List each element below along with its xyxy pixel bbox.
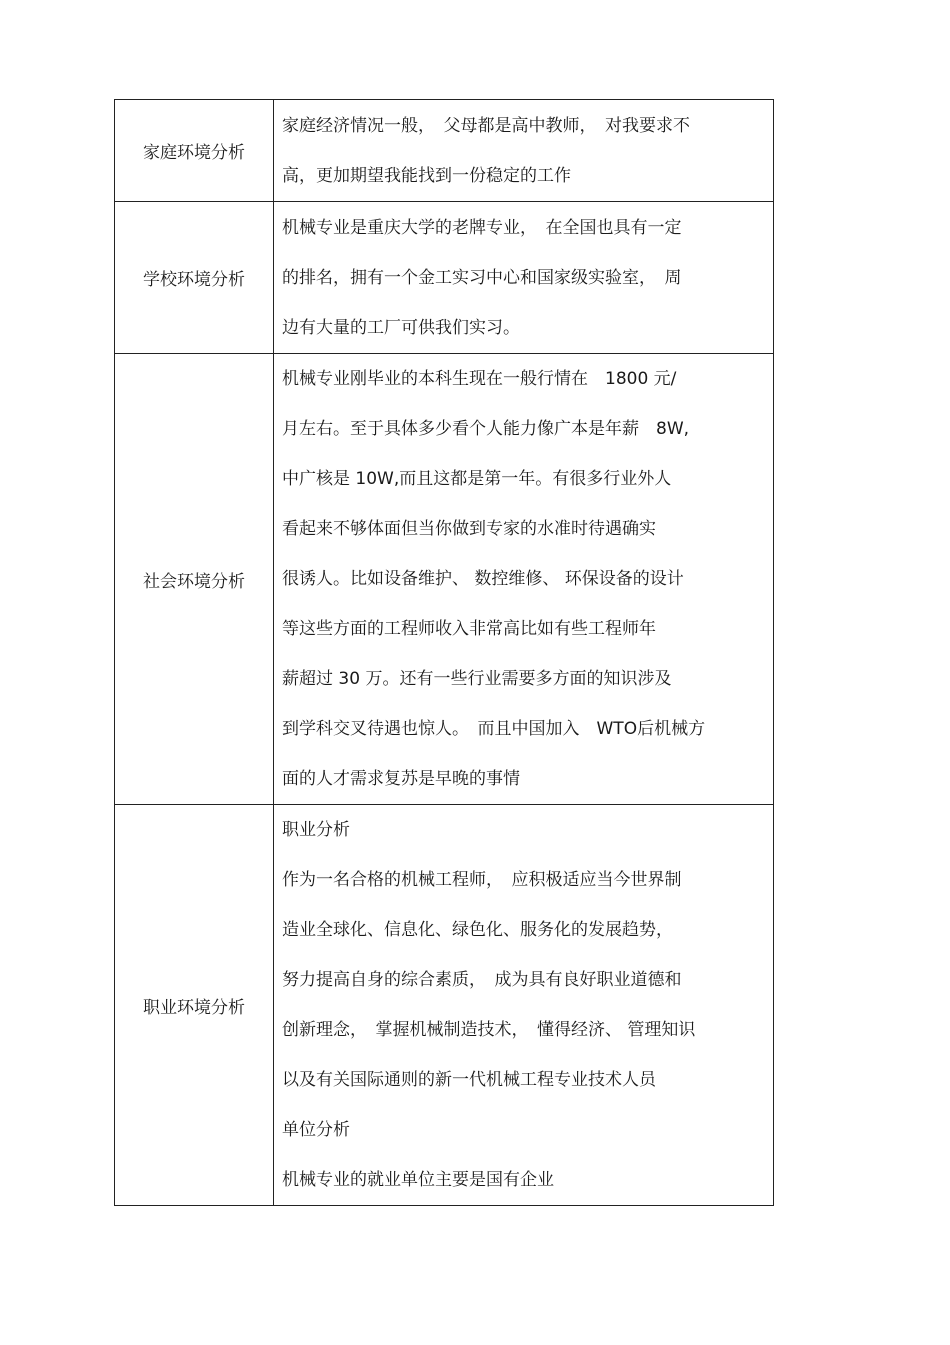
table-row-career — [115, 805, 774, 1206]
row-content — [274, 354, 774, 805]
subheading-employer: 单位分析 — [282, 1120, 350, 1140]
content-line: 努力提高自身的综合素质， 成为具有良好职业道德和 — [282, 970, 682, 990]
content-line: 作为一名合格的机械工程师， 应积极适应当今世界制 — [282, 870, 682, 890]
table-row-school — [115, 202, 774, 354]
row-label: 社会环境分析 — [115, 354, 274, 805]
row-content — [274, 805, 774, 1206]
content-line: 机械专业的就业单位主要是国有企业 — [282, 1170, 554, 1190]
content-line: 创新理念， 掌握机械制造技术， 懂得经济、 管理知识 — [282, 1020, 696, 1040]
content-line: 边有大量的工厂可供我们实习。 — [282, 317, 520, 338]
row-label: 家庭环境分析 — [115, 100, 274, 202]
content-line: 机械专业刚毕业的本科生现在一般行情在 1800 元/ — [282, 369, 677, 389]
content-line: 到学科交叉待遇也惊人。 而且中国加入 WTO后机械方 — [282, 719, 706, 739]
content-line: 以及有关国际通则的新一代机械工程专业技术人员 — [282, 1070, 656, 1090]
content-line: 家庭经济情况一般， 父母都是高中教师， 对我要求不 — [282, 115, 690, 136]
row-label: 学校环境分析 — [115, 202, 274, 354]
content-line: 月左右。至于具体多少看个人能力像广本是年薪 8W, — [282, 419, 690, 439]
content-line: 薪超过 30 万。还有一些行业需要多方面的知识涉及 — [282, 669, 672, 689]
content-line: 的排名，拥有一个金工实习中心和国家级实验室， 周 — [282, 267, 682, 288]
content-line: 面的人才需求复苏是早晚的事情 — [282, 769, 520, 789]
content-line: 中广核是 10W,而且这都是第一年。有很多行业外人 — [282, 469, 672, 489]
table-row-family — [115, 100, 774, 202]
row-content — [274, 202, 774, 354]
content-line: 看起来不够体面但当你做到专家的水准时待遇确实 — [282, 519, 656, 539]
table-row-society — [115, 354, 774, 805]
content-line: 高，更加期望我能找到一份稳定的工作 — [282, 165, 571, 186]
content-line: 很诱人。比如设备维护、 数控维修、 环保设备的设计 — [282, 569, 684, 589]
row-content — [274, 100, 774, 202]
row-label: 职业环境分析 — [115, 805, 274, 1206]
content-line: 等这些方面的工程师收入非常高比如有些工程师年 — [282, 619, 656, 639]
environment-analysis-table — [114, 99, 774, 1206]
content-line: 造业全球化、信息化、绿色化、服务化的发展趋势， — [282, 920, 673, 940]
subheading-career: 职业分析 — [282, 820, 350, 840]
content-line: 机械专业是重庆大学的老牌专业， 在全国也具有一定 — [282, 217, 682, 238]
